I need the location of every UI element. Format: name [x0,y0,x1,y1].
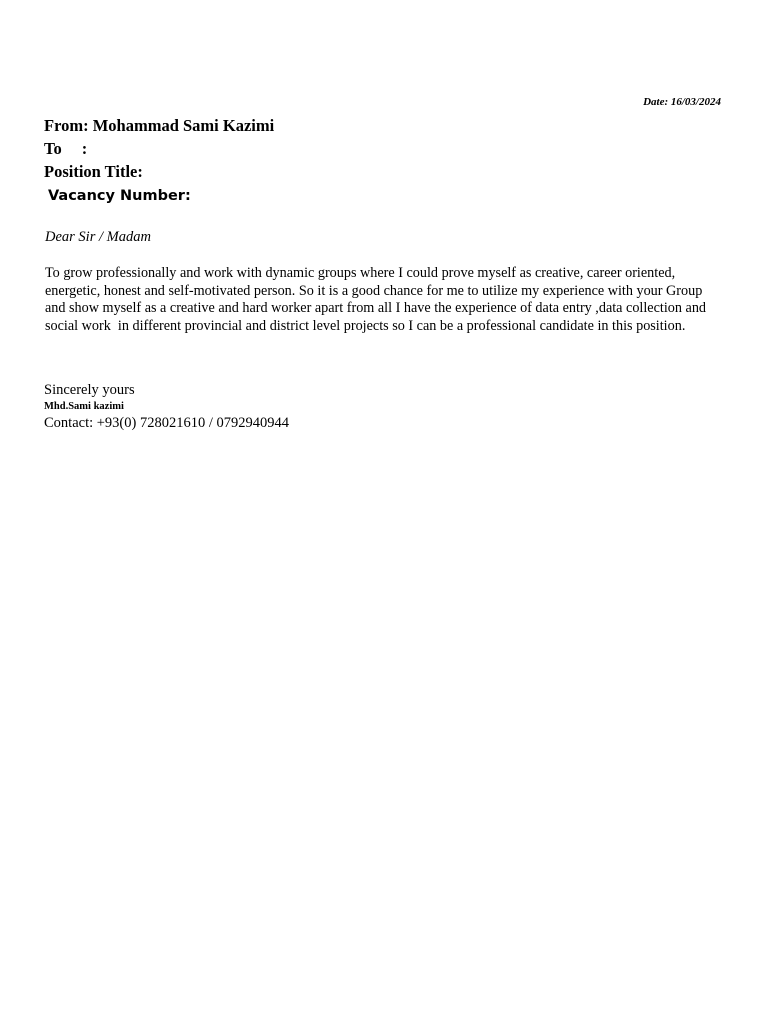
contact-line: Contact: +93(0) 728021610 / 0792940944 [44,415,289,431]
body-line: To grow professionally and work with dynamic groups where I could prove myself as creative, career oriented, [45,265,676,281]
to-label: To [44,139,62,158]
from-line: From: Mohammad Sami Kazimi [44,116,275,135]
letter-date: Date: 16/03/2024 [643,96,721,108]
vacancy-number-line: Vacancy Number: [48,188,191,204]
to-line [44,139,87,159]
body-line: and show myself as a creative and hard worker apart from all I have the experience of data entry ,data collection and [45,300,707,316]
letter-body [45,265,757,335]
closing: Sincerely yours [44,382,135,398]
salutation: Dear Sir / Madam [45,229,151,245]
body-line: social work in different provincial and district level projects so I can be a professional candidate in this position. [45,317,686,334]
position-title-line: Position Title: [44,162,143,181]
to-separator: : [81,139,88,158]
body-line: energetic, honest and self-motivated person. So it is a good chance for me to utilize my experience with your Group [45,282,703,299]
signature-name: Mhd.Sami kazimi [44,401,124,412]
